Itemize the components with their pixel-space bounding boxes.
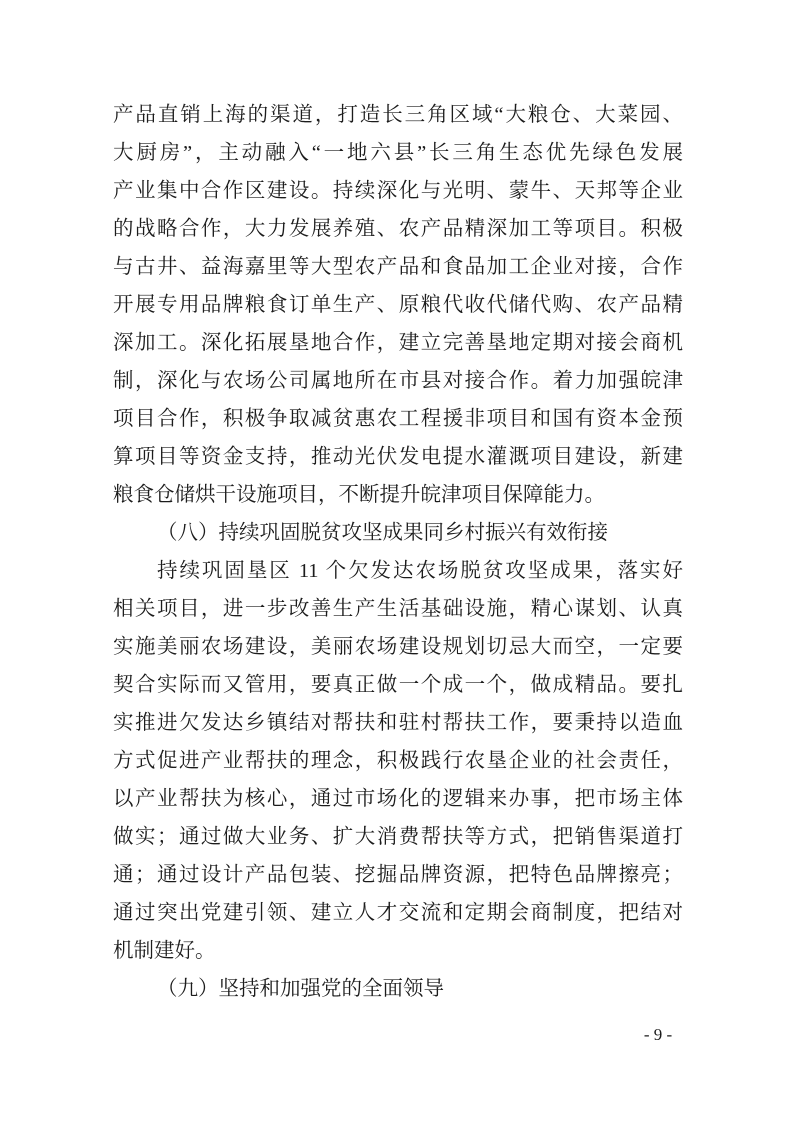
- text-line: 深加工。深化拓展垦地合作，建立完善垦地定期对接会商机: [113, 332, 683, 354]
- document-body: [113, 96, 683, 1008]
- text-line: 产品直销上海的渠道，打造长三角区域“大粮仓、大菜园、: [113, 104, 683, 126]
- text-line: 项目合作，积极争取减贫惠农工程援非项目和国有资本金预: [113, 408, 683, 430]
- text-line: 做实；通过做大业务、扩大消费帮扶等方式，把销售渠道打: [113, 826, 683, 848]
- text-line: 实推进欠发达乡镇结对帮扶和驻村帮扶工作，要秉持以造血: [113, 712, 683, 734]
- text-line: 的战略合作，大力发展养殖、农产品精深加工等项目。积极: [113, 218, 683, 240]
- section-heading-8: （八）持续巩固脱贫攻坚成果同乡村振兴有效衔接: [157, 522, 608, 544]
- text-line: 通；通过设计产品包装、挖掘品牌资源，把特色品牌擦亮；: [113, 864, 683, 886]
- text-line: 开展专用品牌粮食订单生产、原粮代收代储代购、农产品精: [113, 294, 683, 316]
- text-line: 算项目等资金支持，推动光伏发电提水灌溉项目建设，新建: [113, 446, 683, 468]
- text-line: 与古井、益海嘉里等大型农产品和食品加工企业对接，合作: [113, 256, 683, 278]
- text-line: 粮食仓储烘干设施项目，不断提升皖津项目保障能力。: [113, 484, 605, 506]
- text-line: 制，深化与农场公司属地所在市县对接合作。着力加强皖津: [113, 370, 683, 392]
- text-line: 大厨房”，主动融入“一地六县”长三角生态优先绿色发展: [113, 142, 683, 164]
- text-line: 产业集中合作区建设。持续深化与光明、蒙牛、天邦等企业: [113, 180, 683, 202]
- text-line: 通过突出党建引领、建立人才交流和定期会商制度，把结对: [113, 902, 683, 924]
- text-line: 机制建好。: [113, 940, 216, 962]
- text-line: 实施美丽农场建设，美丽农场建设规划切忌大而空，一定要: [113, 636, 683, 658]
- text-line: 契合实际而又管用，要真正做一个成一个，做成精品。要扎: [113, 674, 683, 696]
- text-line: 方式促进产业帮扶的理念，积极践行农垦企业的社会责任，: [113, 750, 683, 772]
- page-number: - 9 -: [643, 1025, 673, 1044]
- section-heading-9: （九）坚持和加强党的全面领导: [157, 978, 444, 1000]
- text-line: 相关项目，进一步改善生产生活基础设施，精心谋划、认真: [113, 598, 683, 620]
- text-line: 持续巩固垦区 11 个欠发达农场脱贫攻坚成果，落实好: [157, 560, 683, 582]
- text-line: 以产业帮扶为核心，通过市场化的逻辑来办事，把市场主体: [113, 788, 683, 810]
